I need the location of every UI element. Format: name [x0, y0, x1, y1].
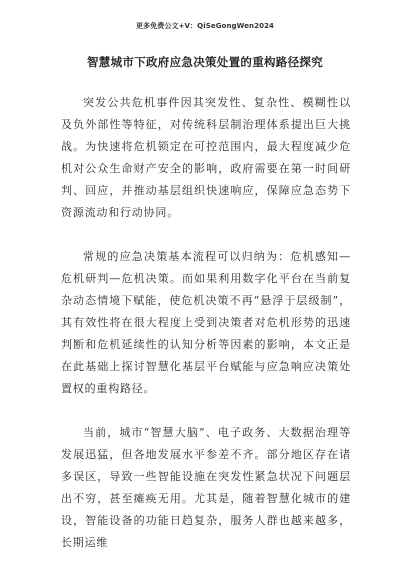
- document-title: 智慧城市下政府应急决策处置的重构路径探究: [87, 55, 323, 69]
- paragraph: 当前，城市“智慧大脑”、电子政务、大数据治理等发展迅猛，但各地发展水平参差不齐。部分地区存在诸多误区，导致一些智能设施在突发性紧急状况下问题层出不穷，甚至瘫痪无用。尤其是，随着智慧化城市的建设，智能设备的功能日趋复杂，服务人群也越来越多，长期运维: [61, 426, 351, 549]
- header-note: 更多免费公文+V：QiSeGongWen2024: [135, 22, 275, 30]
- document-body: [61, 92, 351, 576]
- paragraph: 常规的应急决策基本流程可以归纳为：危机感知—危机研判—危机决策。而如果利用数字化平台在当前复杂动态情境下赋能，使危机决策不再“悬浮于层级制”，其有效性将在很大程度上受到决策者对危机形势的迅速判断和危机延续性的认知分析等因素的影响，本文正是在此基础上探讨智慧化基层平台赋能与应急响应决策处置权的重构路径。: [61, 250, 351, 395]
- paragraph: 突发公共危机事件因其突发性、复杂性、模糊性以及负外部性等特征，对传统科层制治理体系提出巨大挑战。为快速将危机锁定在可控范围内，最大程度减少危机对公众生命财产安全的影响，政府需要在第一时间研判、回应，并推动基层组织快速响应，保障应急态势下资源流动和行动协同。: [61, 96, 351, 219]
